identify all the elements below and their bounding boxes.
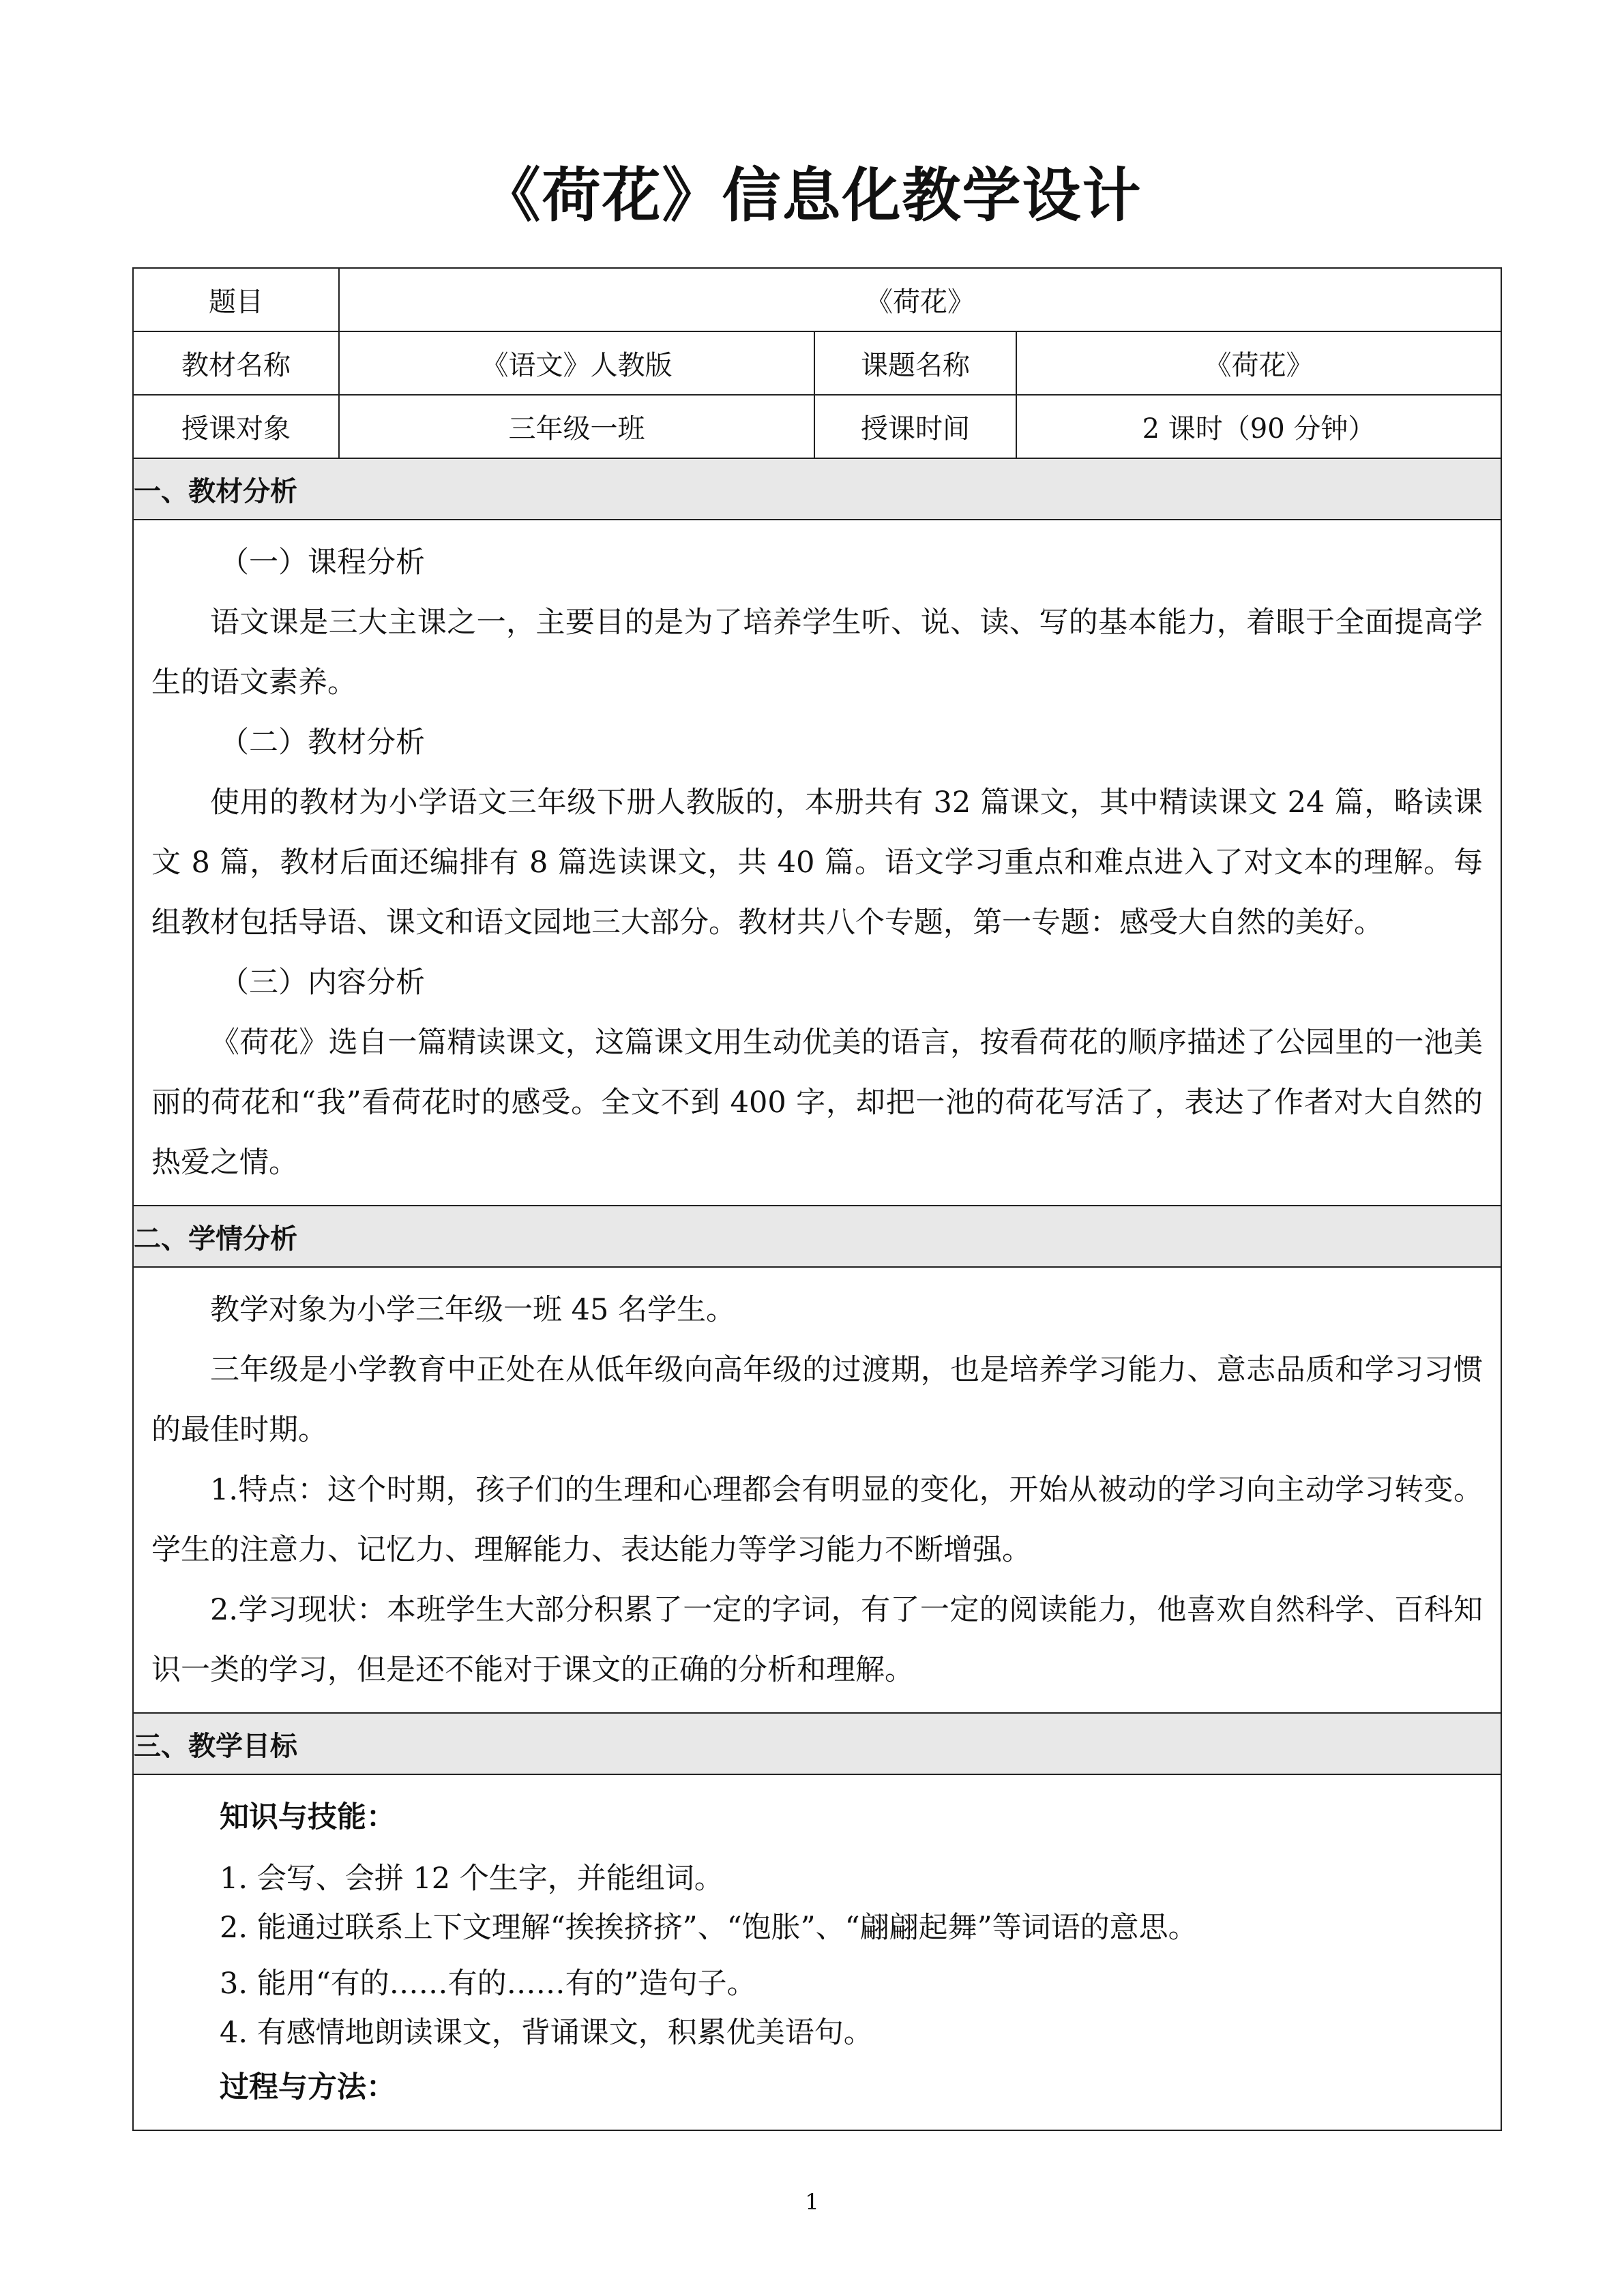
lesson-value: 《荷花》 xyxy=(1016,331,1501,395)
section-learner-analysis-body xyxy=(133,1267,1501,1713)
paragraph: 《荷花》选自一篇精读课文，这篇课文用生动优美的语言，按看荷花的顺序描述了公园里的一池美丽的荷花和“我”看荷花时的感受。全文不到 400 字，却把一池的荷花写活了，表达了作者对大自然的热爱之情。 xyxy=(151,1026,1483,1180)
section-body xyxy=(133,1267,1501,1713)
section-teaching-goals-header xyxy=(133,1713,1501,1774)
subheading: （二）教材分析 xyxy=(220,726,425,760)
time-label: 授课时间 xyxy=(814,395,1016,458)
list-item: 4. 有感情地朗读课文，背诵课文，积累优美语句。 xyxy=(220,2016,873,2050)
lesson-plan-table xyxy=(132,267,1502,2131)
section-heading: 二、学情分析 xyxy=(133,1206,1501,1267)
paragraph: 使用的教材为小学语文三年级下册人教版的，本册共有 32 篇课文，其中精读课文 24 篇，略读课文 8 篇，教材后面还编排有 8 篇选读课文，共 40 篇。语文学习重点和难点进入了对文本的理解。每组教材包括导语、课文和语文园地三大部分。教材共八个专题，第一专题：感受大自然的美好。 xyxy=(151,786,1483,940)
list-item: 3. 能用“有的……有的……有的”造句子。 xyxy=(220,1967,756,2001)
paragraph: 1.特点：这个时期，孩子们的生理和心理都会有明显的变化，开始从被动的学习向主动学习转变。学生的注意力、记忆力、理解能力、表达能力等学习能力不断增强。 xyxy=(151,1473,1483,1567)
section-heading: 三、教学目标 xyxy=(133,1713,1501,1774)
section-teaching-goals-body xyxy=(133,1774,1501,2130)
section-textbook-analysis-body xyxy=(133,520,1501,1206)
list-item: 2. 能通过联系上下文理解“挨挨挤挤”、“饱胀”、“翩翩起舞”等词语的意思。 xyxy=(220,1911,1198,1945)
paragraph: 教学对象为小学三年级一班 45 名学生。 xyxy=(210,1293,736,1327)
section-heading: 一、教材分析 xyxy=(133,458,1501,520)
lesson-label: 课题名称 xyxy=(814,331,1016,395)
audience-row xyxy=(133,395,1501,458)
process-method-label: 过程与方法： xyxy=(220,2070,396,2104)
topic-label: 题目 xyxy=(133,268,339,331)
section-body xyxy=(133,1774,1501,2130)
document-title: 《荷花》信息化教学设计 xyxy=(482,162,1142,230)
subheading: （三）内容分析 xyxy=(220,966,425,1000)
textbook-label: 教材名称 xyxy=(133,331,339,395)
paragraph: 语文课是三大主课之一，主要目的是为了培养学生听、说、读、写的基本能力，着眼于全面提高学生的语文素养。 xyxy=(151,606,1483,700)
paragraph: 2.学习现状：本班学生大部分积累了一定的字词，有了一定的阅读能力，他喜欢自然科学、百科知识一类的学习，但是还不能对于课文的正确的分析和理解。 xyxy=(151,1593,1483,1687)
paragraph: 三年级是小学教育中正处在从低年级向高年级的过渡期，也是培养学习能力、意志品质和学习习惯的最佳时期。 xyxy=(151,1353,1483,1447)
list-item: 1. 会写、会拼 12 个生字，并能组词。 xyxy=(220,1862,724,1896)
section-body xyxy=(133,520,1501,1206)
subheading: （一）课程分析 xyxy=(220,546,425,580)
section-learner-analysis-header xyxy=(133,1206,1501,1267)
topic-row xyxy=(133,268,1501,331)
section-textbook-analysis-header xyxy=(133,458,1501,520)
topic-value: 《荷花》 xyxy=(339,268,1501,331)
audience-label: 授课对象 xyxy=(133,395,339,458)
knowledge-skills-label: 知识与技能： xyxy=(220,1800,396,1834)
textbook-value: 《语文》人教版 xyxy=(339,331,814,395)
time-value: 2 课时（90 分钟） xyxy=(1016,395,1501,458)
textbook-row xyxy=(133,331,1501,395)
page-number: 1 xyxy=(805,2189,819,2215)
audience-value: 三年级一班 xyxy=(339,395,814,458)
